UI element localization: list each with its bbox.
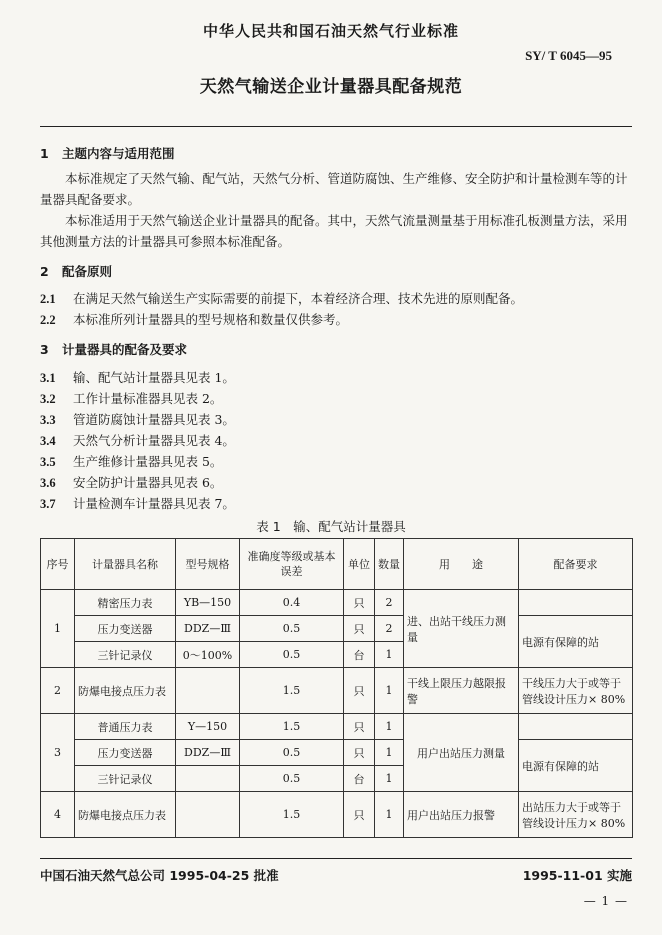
- cell-model: DDZ—Ⅲ: [176, 616, 240, 642]
- cell-model: [176, 668, 240, 714]
- cell-req: 电源有保障的站: [519, 616, 633, 668]
- clause-number: 2.1: [40, 292, 56, 306]
- cell-unit: 只: [344, 792, 375, 838]
- clause-number: 3.3: [40, 413, 56, 427]
- cell-seq: 3: [41, 714, 75, 792]
- clause-item: [40, 494, 235, 512]
- document-title: 天然气输送企业计量器具配备规范: [199, 77, 463, 97]
- cell-accuracy: 1.5: [240, 792, 344, 838]
- cell-unit: 只: [344, 668, 375, 714]
- table-header-row: [41, 539, 633, 590]
- cell-unit: 只: [344, 714, 375, 740]
- footer-divider: [40, 858, 632, 859]
- clause-item: [40, 410, 235, 428]
- section-title: 主题内容与适用范围: [62, 146, 175, 161]
- cell-name: 普通压力表: [75, 714, 176, 740]
- implementation-date: 1995-11-01 实施: [522, 868, 632, 883]
- title-divider: [40, 126, 632, 127]
- cell-unit: 台: [344, 642, 375, 668]
- standard-name: 中华人民共和国石油天然气行业标准: [202, 22, 459, 40]
- cell-qty: 1: [375, 766, 404, 792]
- clause-item: [40, 389, 222, 407]
- column-header: 配备要求: [519, 539, 633, 590]
- clause-text: 管道防腐蚀计量器具见表 3。: [73, 412, 235, 427]
- table-title: 表 1 输、配气站计量器具: [256, 519, 406, 534]
- cell-accuracy: 0.5: [240, 766, 344, 792]
- cell-unit: 台: [344, 766, 375, 792]
- cell-model: [176, 766, 240, 792]
- page-number: — 1 —: [583, 894, 628, 908]
- section-3-heading: [40, 340, 187, 358]
- cell-model: [176, 792, 240, 838]
- section-title: 计量器具的配备及要求: [62, 342, 188, 357]
- section-1-body: [40, 168, 632, 252]
- cell-accuracy: 0.5: [240, 740, 344, 766]
- clause-text: 安全防护计量器具见表 6。: [73, 475, 223, 490]
- clause-text: 计量检测车计量器具见表 7。: [73, 496, 235, 511]
- cell-unit: 只: [344, 616, 375, 642]
- cell-unit: 只: [344, 590, 375, 616]
- standard-number: SY/ T 6045—95: [525, 48, 612, 63]
- cell-use: 干线上限压力越限报警: [404, 668, 519, 714]
- column-header: 型号规格: [176, 539, 240, 590]
- cell-name: 压力变送器: [75, 740, 176, 766]
- cell-name: 精密压力表: [75, 590, 176, 616]
- section-number: 3: [40, 342, 49, 357]
- column-header: 序号: [41, 539, 75, 590]
- clause-text: 工作计量标准器具见表 2。: [73, 391, 223, 406]
- clause-number: 3.4: [40, 434, 56, 448]
- clause-text: 本标准所列计量器具的型号规格和数量仅供参考。: [73, 312, 349, 327]
- cell-qty: 1: [375, 740, 404, 766]
- section-number: 2: [40, 264, 49, 279]
- section-number: 1: [40, 146, 49, 161]
- clause-number: 3.2: [40, 392, 56, 406]
- cell-accuracy: 0.4: [240, 590, 344, 616]
- cell-seq: 1: [41, 590, 75, 668]
- section-1-heading: [40, 144, 175, 162]
- cell-seq: 2: [41, 668, 75, 714]
- clause-item: [40, 452, 222, 470]
- cell-qty: 1: [375, 642, 404, 668]
- table-row: [41, 668, 633, 714]
- cell-qty: 1: [375, 792, 404, 838]
- clause-text: 输、配气站计量器具见表 1。: [73, 370, 235, 385]
- clause-number: 3.7: [40, 497, 56, 511]
- column-header: 计量器具名称: [75, 539, 176, 590]
- cell-req: [519, 714, 633, 740]
- clause-text: 在满足天然气输送生产实际需要的前提下，本着经济合理、技术先进的原则配备。: [73, 291, 524, 306]
- cell-qty: 2: [375, 616, 404, 642]
- clause-item: [40, 310, 348, 328]
- clause-item: [40, 289, 523, 307]
- cell-model: Y—150: [176, 714, 240, 740]
- cell-req: 出站压力大于或等于管线设计压力× 80%: [519, 792, 633, 838]
- cell-use: 用户出站压力测量: [404, 714, 519, 792]
- cell-name: 防爆电接点压力表: [75, 668, 176, 714]
- section-title: 配备原则: [62, 264, 113, 279]
- paragraph: 本标准适用于天然气输送企业计量器具的配备。其中，天然气流量测量基于用标准孔板测量方法，采用其他测量方法的计量器具可参照本标准配备。: [40, 213, 628, 249]
- cell-qty: 1: [375, 714, 404, 740]
- cell-qty: 2: [375, 590, 404, 616]
- cell-name: 防爆电接点压力表: [75, 792, 176, 838]
- clause-number: 3.1: [40, 371, 56, 385]
- cell-req: 电源有保障的站: [519, 740, 633, 792]
- column-header: 单位: [344, 539, 375, 590]
- cell-accuracy: 1.5: [240, 668, 344, 714]
- table-row: [41, 616, 633, 642]
- column-header: 准确度等级或基本误差: [240, 539, 344, 590]
- approval-line: 中国石油天然气总公司 1995-04-25 批准: [40, 868, 279, 883]
- cell-req: [519, 590, 633, 616]
- cell-req: 干线压力大于或等于管线设计压力× 80%: [519, 668, 633, 714]
- clause-item: [40, 368, 235, 386]
- cell-model: 0～100%: [176, 642, 240, 668]
- table-row: [41, 590, 633, 616]
- cell-accuracy: 0.5: [240, 642, 344, 668]
- cell-model: YB—150: [176, 590, 240, 616]
- table-row: [41, 714, 633, 740]
- column-header: 数量: [375, 539, 404, 590]
- paragraph: 本标准规定了天然气输、配气站，天然气分析、管道防腐蚀、生产维修、安全防护和计量检测车等的计量器具配备要求。: [40, 171, 628, 207]
- cell-name: 三针记录仪: [75, 766, 176, 792]
- clause-number: 3.5: [40, 455, 56, 469]
- table-row: [41, 740, 633, 766]
- cell-name: 三针记录仪: [75, 642, 176, 668]
- column-header: 用 途: [404, 539, 519, 590]
- clause-text: 天然气分析计量器具见表 4。: [73, 433, 235, 448]
- clause-text: 生产维修计量器具见表 5。: [73, 454, 223, 469]
- cell-accuracy: 0.5: [240, 616, 344, 642]
- cell-name: 压力变送器: [75, 616, 176, 642]
- cell-use: 用户出站压力报警: [404, 792, 519, 838]
- cell-qty: 1: [375, 668, 404, 714]
- section-2-heading: [40, 262, 112, 280]
- cell-model: DDZ—Ⅲ: [176, 740, 240, 766]
- clause-number: 3.6: [40, 476, 56, 490]
- cell-use: 进、出站干线压力测量: [404, 590, 519, 668]
- clause-item: [40, 431, 235, 449]
- cell-seq: 4: [41, 792, 75, 838]
- clause-number: 2.2: [40, 313, 56, 327]
- table-row: [41, 792, 633, 838]
- instrument-table: [40, 538, 633, 838]
- clause-item: [40, 473, 222, 491]
- cell-unit: 只: [344, 740, 375, 766]
- cell-accuracy: 1.5: [240, 714, 344, 740]
